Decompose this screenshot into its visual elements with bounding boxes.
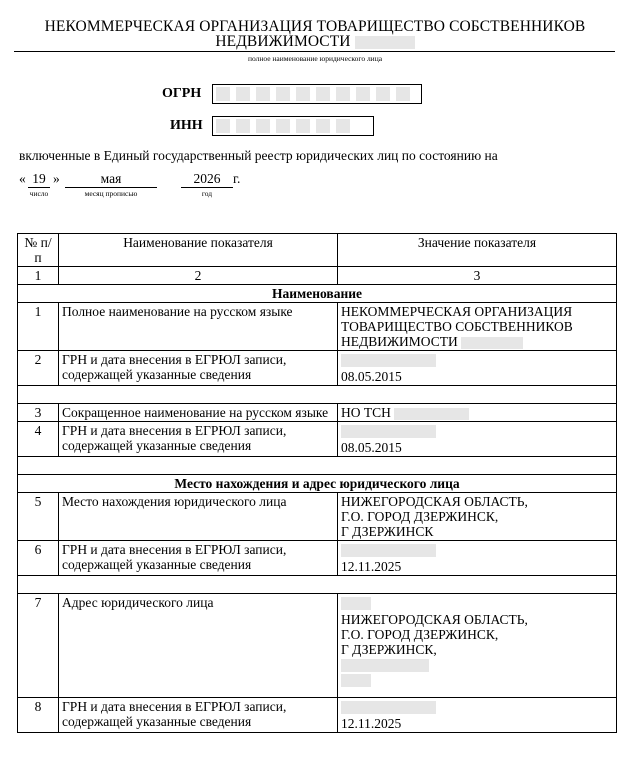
inn-label: ИНН: [170, 118, 203, 133]
table-row: [18, 698, 617, 733]
spacer-row: [18, 576, 617, 594]
section-row: [18, 285, 617, 303]
table-row: [18, 351, 617, 386]
date-day: 19: [32, 171, 46, 186]
redacted-block: [355, 36, 415, 49]
value-line: ТОВАРИЩЕСТВО СОБСТВЕННИКОВ: [341, 319, 573, 334]
row-indicator: Сокращенное наименование на русском языке: [59, 404, 338, 422]
redacted-block: [341, 701, 436, 714]
spacer-row: [18, 386, 617, 404]
registry-table: [17, 233, 617, 733]
redacted-block: [341, 597, 371, 610]
redacted-block: [341, 544, 436, 557]
redacted-block: [461, 337, 523, 349]
row-indicator: Адрес юридического лица: [59, 594, 338, 698]
table-header-row: [18, 234, 617, 267]
section-row: [18, 475, 617, 493]
value-line: Г.О. ГОРОД ДЗЕРЖИНСК,: [341, 627, 499, 642]
value-line: Г ДЗЕРЖИНСК: [341, 524, 434, 539]
row-number: 2: [18, 351, 59, 386]
organization-title: [0, 19, 630, 49]
row-indicator: ГРН и дата внесения в ЕГРЮЛ записи, содержащей указанные сведения: [59, 541, 338, 576]
row-indicator: Полное наименование на русском языке: [59, 303, 338, 351]
redacted-block: [341, 674, 371, 687]
row-value: [338, 541, 617, 576]
table-row: [18, 303, 617, 351]
redacted-block: [341, 659, 429, 672]
table-row: [18, 493, 617, 541]
inn-value-box: [212, 116, 374, 136]
date-month-caption: месяц прописью: [84, 189, 138, 198]
value-line: Г ДЗЕРЖИНСК,: [341, 642, 437, 657]
value-line: НЕКОММЕРЧЕСКАЯ ОРГАНИЗАЦИЯ: [341, 304, 573, 319]
date-quote-close: »: [53, 171, 60, 186]
value-line: НИЖЕГОРОДСКАЯ ОБЛАСТЬ,: [341, 494, 528, 509]
header-indicator: Наименование показателя: [59, 234, 338, 267]
row-indicator: ГРН и дата внесения в ЕГРЮЛ записи, содержащей указанные сведения: [59, 351, 338, 386]
header-number-cell: 3: [338, 267, 617, 285]
header-num: № п/п: [18, 234, 59, 267]
row-number: 6: [18, 541, 59, 576]
title-caption: полное наименование юридического лица: [247, 54, 383, 63]
date-year-caption: год: [201, 189, 213, 198]
row-indicator: Место нахождения юридического лица: [59, 493, 338, 541]
date-day-caption: число: [29, 189, 49, 198]
date-quote-open: «: [19, 171, 26, 186]
ogrn-label: ОГРН: [162, 86, 202, 101]
redacted-block: [341, 354, 436, 367]
redacted-block: [341, 425, 436, 438]
organization-title-line1: НЕКОММЕРЧЕСКАЯ ОРГАНИЗАЦИЯ ТОВАРИЩЕСТВО СОБСТВЕННИКОВ: [44, 18, 586, 35]
table-row: [18, 422, 617, 457]
row-value: [338, 404, 617, 422]
row-value: [338, 594, 617, 698]
row-number: 1: [18, 303, 59, 351]
value-line: НЕДВИЖИМОСТИ: [341, 334, 458, 349]
value-line: НИЖЕГОРОДСКАЯ ОБЛАСТЬ,: [341, 612, 528, 627]
row-indicator: ГРН и дата внесения в ЕГРЮЛ записи, содержащей указанные сведения: [59, 698, 338, 733]
date-year-suffix: г.: [233, 171, 241, 186]
date-month-underline: [65, 187, 157, 188]
row-value: [338, 351, 617, 386]
value-date: 12.11.2025: [341, 716, 402, 731]
redacted-block: [394, 408, 469, 420]
short-name-value: НО ТСН: [341, 405, 391, 420]
row-value: [338, 698, 617, 733]
section-address-title: Место нахождения и адрес юридического лица: [18, 475, 617, 493]
table-row: [18, 594, 617, 698]
header-number-cell: 1: [18, 267, 59, 285]
row-number: 8: [18, 698, 59, 733]
value-date: 12.11.2025: [341, 559, 402, 574]
section-name-title: Наименование: [18, 285, 617, 303]
value-date: 08.05.2015: [341, 440, 402, 455]
row-value: [338, 493, 617, 541]
table-row: [18, 541, 617, 576]
date-year: 2026: [193, 171, 221, 186]
spacer-row: [18, 457, 617, 475]
header-number-cell: 2: [59, 267, 338, 285]
header-value: Значение показателя: [338, 234, 617, 267]
row-value: [338, 422, 617, 457]
organization-title-line2: НЕДВИЖИМОСТИ: [215, 33, 351, 50]
row-number: 3: [18, 404, 59, 422]
title-underline: [14, 51, 615, 52]
registry-statement: включенные в Единый государственный реестр юридических лиц по состоянию на: [19, 148, 498, 163]
value-line: Г.О. ГОРОД ДЗЕРЖИНСК,: [341, 509, 499, 524]
date-day-underline: [28, 187, 50, 188]
row-number: 7: [18, 594, 59, 698]
row-number: 4: [18, 422, 59, 457]
row-number: 5: [18, 493, 59, 541]
date-year-underline: [181, 187, 233, 188]
date-month: мая: [100, 171, 122, 186]
table-header-numbers-row: [18, 267, 617, 285]
value-date: 08.05.2015: [341, 369, 402, 384]
row-value: [338, 303, 617, 351]
row-indicator: ГРН и дата внесения в ЕГРЮЛ записи, содержащей указанные сведения: [59, 422, 338, 457]
ogrn-value-box: [212, 84, 422, 104]
table-row: [18, 404, 617, 422]
